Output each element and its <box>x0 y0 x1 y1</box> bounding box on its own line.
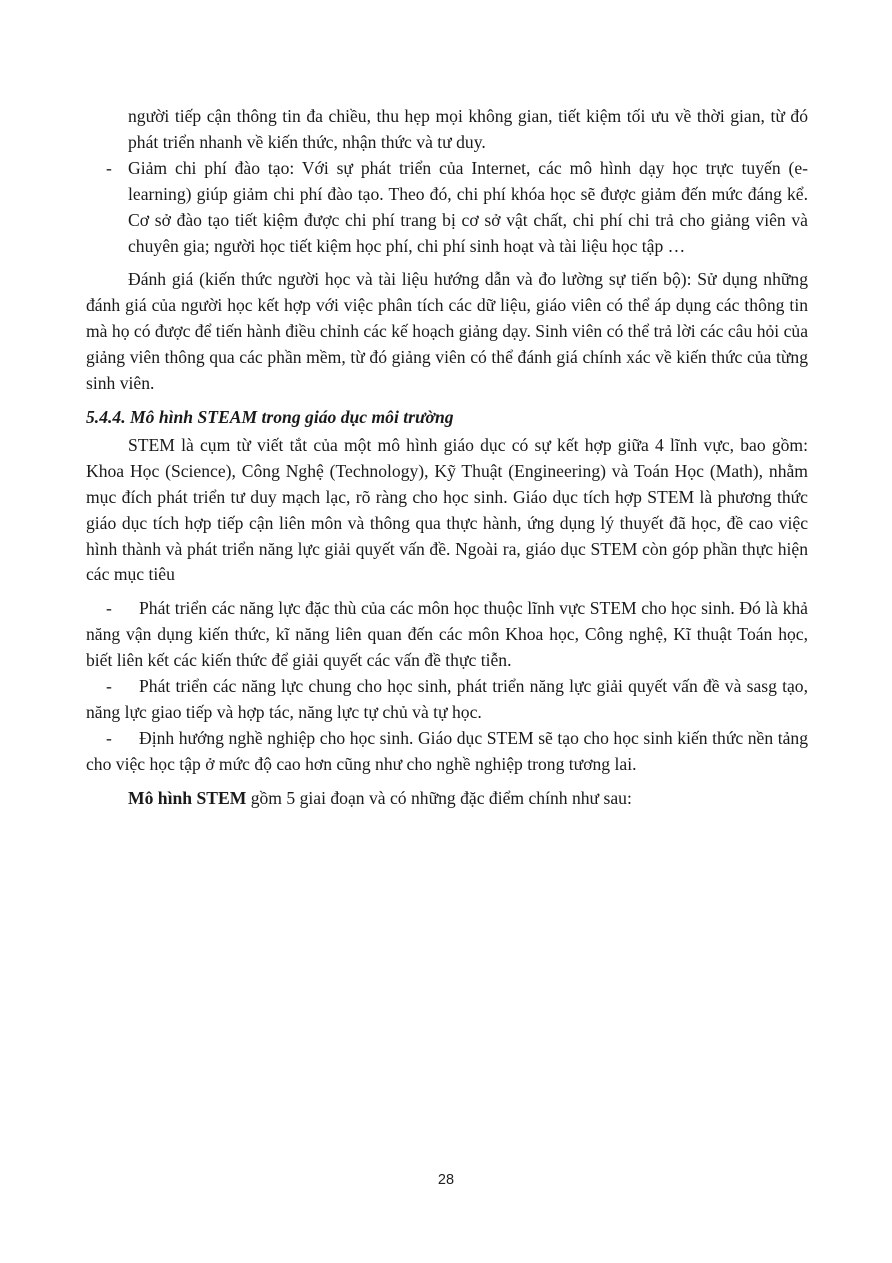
stem-model-bold-term: Mô hình STEM <box>128 787 247 808</box>
stem-goal-text: Phát triển các năng lực đặc thù của các môn học thuộc lĩnh vực STEM cho học sinh. Đó là khả năng vận dụng kiến thức, kĩ năng liên quan đến các môn Khoa học, Công nghệ, Kĩ thuật Toán học, biết liên kết các kiến thức để giải quyết các vấn đề thực tiễn. <box>86 598 808 671</box>
bullet-cost-reduction <box>86 156 808 260</box>
continuation-paragraph: người tiếp cận thông tin đa chiều, thu hẹp mọi không gian, tiết kiệm tối ưu về thời gian, từ đó phát triển nhanh về kiến thức, nhận thức và tư duy. <box>128 106 808 152</box>
bullet-cost-text: Giảm chi phí đào tạo: Với sự phát triển của Internet, các mô hình dạy học trực tuyến (e-learning) giúp giảm chi phí đào tạo. Theo đó, chi phí khóa học sẽ được giảm đến mức đáng kể. Cơ sở đào tạo tiết kiệm được chi phí trang bị cơ sở vật chất, chi phí chi trả cho giảng viên và chuyên gia; người học tiết kiệm học phí, chi phí sinh hoạt và tài liệu học tập … <box>128 157 808 256</box>
stem-goal-item <box>86 596 808 674</box>
page-number: 28 <box>437 1172 455 1188</box>
bullet-dash: - <box>106 676 112 697</box>
bullet-dash: - <box>106 598 112 619</box>
stem-goal-text: Phát triển các năng lực chung cho học sinh, phát triển năng lực giải quyết vấn đề và sasg tạo, năng lực giao tiếp và hợp tác, năng lực tự chủ và tự học. <box>86 676 808 722</box>
section-heading: 5.4.4. Mô hình STEAM trong giáo dục môi trường <box>86 406 454 427</box>
bullet-dash: - <box>106 727 112 748</box>
page-body <box>86 104 808 812</box>
stem-goal-item <box>86 726 808 778</box>
stem-goals-list <box>86 596 808 777</box>
stem-model-text: gồm 5 giai đoạn và có những đặc điểm chính như sau: <box>246 787 632 808</box>
stem-goal-item <box>86 674 808 726</box>
stem-model-paragraph <box>86 786 808 812</box>
stem-intro-paragraph: STEM là cụm từ viết tắt của một mô hình giáo dục có sự kết hợp giữa 4 lĩnh vực, bao gồm: Khoa Học (Science), Công Nghệ (Technology), Kỹ Thuật (Engineering) và Toán Học (Math), nhằm mục đích phát triển tư duy mạch lạc, rõ ràng cho học sinh. Giáo dục tích hợp STEM là phương thức giáo dục tích hợp tiếp cận liên môn và thông qua thực hành, ứng dụng lý thuyết đã học, đề cao việc hình thành và phát triển năng lực giải quyết vấn đề. Ngoài ra, giáo dục STEM còn góp phần thực hiện các mục tiêu <box>86 434 808 585</box>
assessment-paragraph: Đánh giá (kiến thức người học và tài liệu hướng dẫn và đo lường sự tiến bộ): Sử dụng những đánh giá của người học kết hợp với việc phân tích các dữ liệu, giáo viên có thể áp dụng các thông tin mà họ có được để tiến hành điều chỉnh các kế hoạch giảng dạy. Sinh viên có thể trả lời các câu hỏi của giảng viên thông qua các phần mềm, từ đó giảng viên có thể đánh giá chính xác về kiến thức của từng sinh viên. <box>86 269 808 394</box>
stem-goal-text: Định hướng nghề nghiệp cho học sinh. Giáo dục STEM sẽ tạo cho học sinh kiến thức nền tảng cho việc học tập ở mức độ cao hơn cũng như cho nghề nghiệp trong tương lai. <box>86 727 808 774</box>
bullet-dash: - <box>106 157 112 178</box>
